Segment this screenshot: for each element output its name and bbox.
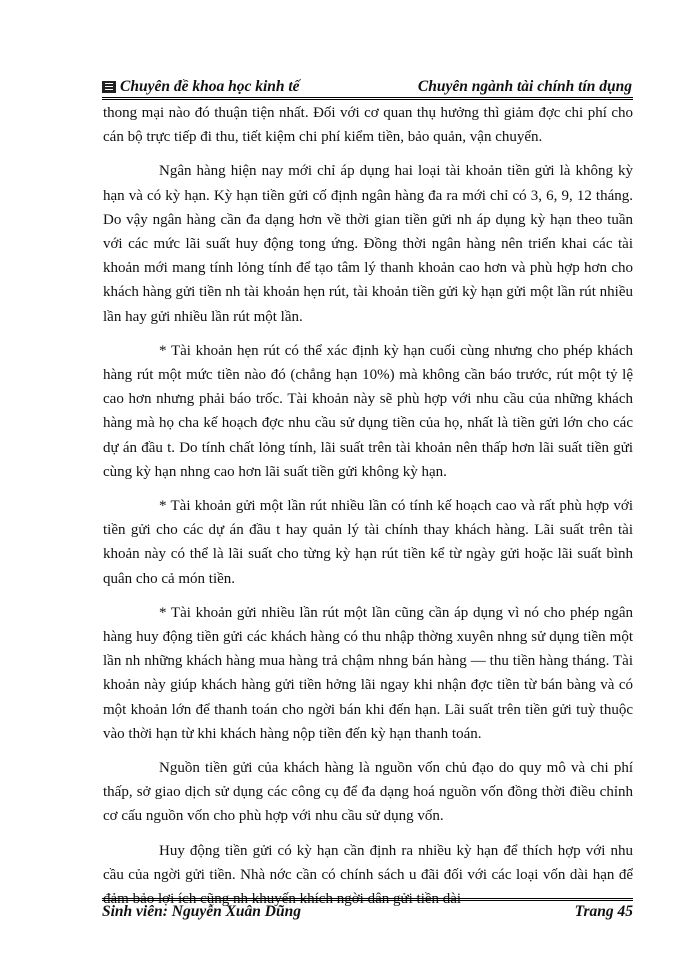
header-right-text: Chuyên ngành tài chính tín dụng: [417, 78, 632, 95]
footer-rule: [102, 898, 633, 901]
page-footer: [102, 903, 633, 921]
paragraph: Huy động tiền gửi có kỳ hạn cần định ra nhiều kỳ hạn để thích hợp với nhu cầu của ngời gửi tiền. Nhà nớc cần có chính sách u đãi đối với các loại vốn dài hạn để đảm bảo lợi ích cũng nh khuyến khích ngời dân gửi tiền dài: [103, 842, 633, 908]
footer-student: Sinh viên: Nguyễn Xuân Dũng: [102, 903, 301, 920]
paragraph: Nguồn tiền gửi của khách hàng là nguồn vốn chủ đạo do quy mô và chi phí thấp, sở giao dịch sử dụng các công cụ để đa dạng hoá nguồn vốn đồng thời điều chỉnh cơ cấu nguồn vốn cho phù hợp với nhu cầu sử dụng vốn.: [103, 760, 633, 825]
paragraph: * Tài khoản gửi nhiều lần rút một lần cũng cần áp dụng vì nó cho phép ngân hàng huy động tiền gửi các khách hàng có thu nhập thờng xuyên nhng sử dụng tiền một lần nh những khách hàng mua hàng trả chậm nhng bán hàng — thu tiền hàng tháng. Tài khoản này giúp khách hàng gửi tiền hởng lãi ngay khi nhận đợc tiền từ bán bàng và có một khoản lớn để thanh toán cho ngời bán khi đến hạn. Lãi suất trên tiền gửi tuỳ thuộc vào thời hạn từ khi khách hàng nộp tiền đến kỳ hạn thanh toán.: [103, 604, 633, 742]
footer-page-number: Trang 45: [574, 903, 633, 920]
paragraph: Ngân hàng hiện nay mới chỉ áp dụng hai loại tài khoản tiền gửi là không kỳ hạn và có kỳ hạn. Kỳ hạn tiền gửi cố định ngân hàng đa ra mới chỉ có 3, 6, 9, 12 tháng. Do vậy ngân hàng cần đa dạng hơn về thời gian tiền gửi nh áp dụng kỳ hạn theo tuần với các mức lãi suất huy động tong ứng. Đồng thời ngân hàng nên triển khai các tài khoản mới mang tính lỏng tính để tạo tâm lý thanh khoản cao hơn và phù hợp hơn cho khách hàng gửi tiền nh tài khoản hẹn rút, tài khoản tiền gửi kỳ hạn gửi một lần rút nhiều lần hay gửi nhiều lần rút một lần.: [103, 163, 633, 325]
paragraph: thong mại nào đó thuận tiện nhất. Đối với cơ quan thụ hưởng thì giảm đợc chi phí cho cán bộ trực tiếp đi thu, tiết kiệm chi phí kiểm tiền, bảo quản, vận chuyển.: [103, 105, 633, 146]
paragraph: * Tài khoản hẹn rút có thể xác định kỳ hạn cuối cùng nhưng cho phép khách hàng rút một mức tiền nào đó (chẳng hạn 10%) mà không cần báo trước, rút một tỷ lệ cao hơn nhưng phải báo trốc. Tài khoản này sẽ phù hợp với nhu cầu của những khách hàng mà họ cha kế hoạch đợc nhu cầu sử dụng tiền của họ, nhất là tiền gửi lớn cho các dự án đầu t. Do tính chất lỏng tính, lãi suất trên tài khoản nên thấp hơn lãi suất tiền gửi cùng kỳ hạn nhng cao hơn lãi suất tiền gửi không kỳ hạn.: [103, 342, 633, 480]
header-rule: [102, 97, 633, 100]
header-left: [102, 78, 300, 96]
page-body: [103, 101, 633, 911]
paragraph: * Tài khoản gửi một lần rút nhiều lần có tính kế hoạch cao và rất phù hợp với tiền gửi cho các dự án đầu t hay quản lý tài chính thay khách hàng. Lãi suất trên tài khoản này có thể là lãi suất cho từng kỳ hạn rút tiền kể từ ngày gửi hoặc lãi suất bình quân cho cả món tiền.: [103, 498, 633, 587]
header-left-text: Chuyên đề khoa học kinh tế: [120, 78, 300, 95]
book-icon: [102, 81, 116, 93]
page-header: [102, 74, 632, 96]
